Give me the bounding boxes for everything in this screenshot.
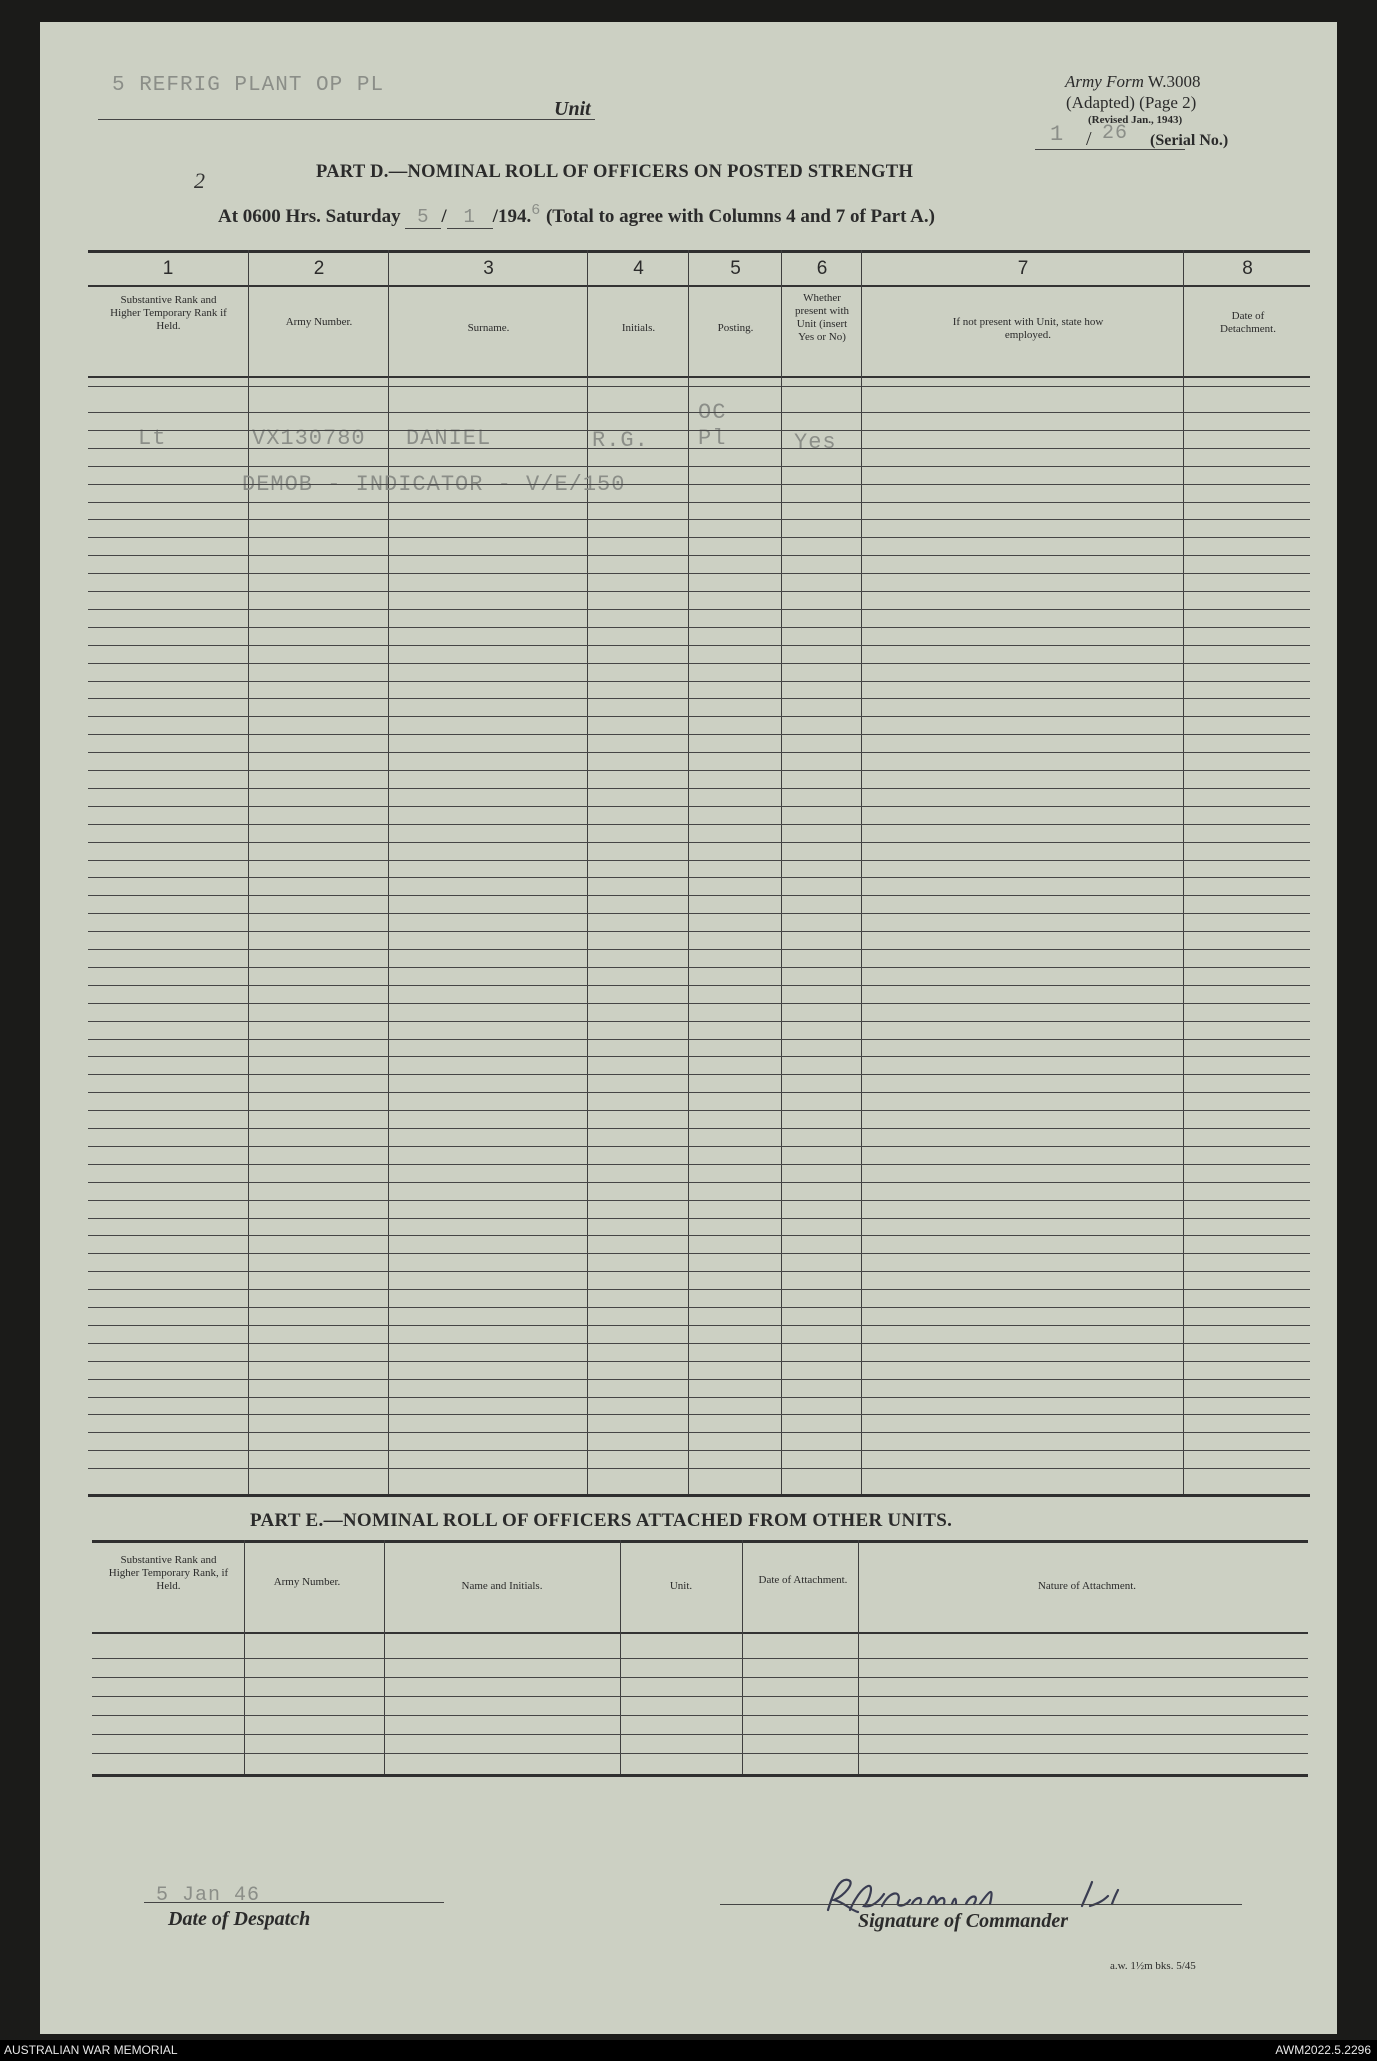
ruled-line [88, 412, 1310, 413]
serial-separator: / [1086, 128, 1092, 150]
ruled-line [88, 1450, 1310, 1451]
col-divider [688, 250, 689, 1496]
form-adapted: (Adapted) (Page 2) [1066, 93, 1197, 112]
e-header-rank: Substantive Rank and Higher Temporary Rank, if Held. [108, 1554, 229, 1592]
ruled-line [88, 484, 1310, 485]
header-bottom-rule [88, 376, 1310, 378]
col-divider [587, 250, 588, 1496]
signature-suffix: Lt [1074, 1895, 1087, 1910]
check-mark: 2 [194, 168, 205, 193]
col-header-surname: Surname. [467, 322, 510, 334]
col-num-7: 7 [1017, 258, 1029, 279]
ruled-line [88, 1468, 1310, 1469]
e-header-date: Date of Attachment. [758, 1574, 848, 1586]
part-d-table [88, 250, 1310, 1496]
ruled-line [88, 1325, 1310, 1326]
ruled-line [88, 1432, 1310, 1433]
ruled-line [88, 1164, 1310, 1165]
ruled-line [88, 1343, 1310, 1344]
ruled-line [88, 1397, 1310, 1398]
archive-right: AWM2022.5.2296 [1275, 2043, 1371, 2057]
ruled-line [88, 430, 1310, 431]
part-e-table [92, 1540, 1308, 1776]
col-header-employed: If not present with Unit, state how employed. [952, 316, 1104, 341]
col-num-1: 1 [162, 258, 174, 279]
col-num-8: 8 [1242, 258, 1253, 279]
despatch-underline [144, 1902, 444, 1903]
serial-label: (Serial No.) [1150, 132, 1229, 149]
ruled-line [88, 1039, 1310, 1040]
date-sep-1: / [441, 206, 447, 227]
e-header-army-number: Army Number. [273, 1576, 341, 1588]
day-value: 5 [405, 206, 441, 229]
ruled-line [92, 1715, 1308, 1716]
month-value: 1 [447, 206, 493, 229]
ruled-line [88, 788, 1310, 789]
year-suffix: 6 [531, 202, 542, 219]
ruled-line [88, 752, 1310, 753]
ruled-line [88, 1379, 1310, 1380]
despatch-date-value: 5 Jan 46 [156, 1884, 261, 1907]
col-divider [388, 250, 389, 1496]
at-prefix: At 0600 Hrs. Saturday [218, 206, 401, 227]
col-num-3: 3 [483, 258, 494, 279]
serial-number-a: 1 [1050, 122, 1065, 147]
ruled-line [88, 877, 1310, 878]
ruled-line [88, 1361, 1310, 1362]
ruled-line [88, 448, 1310, 449]
ruled-line [88, 1235, 1310, 1236]
col-number-rule [88, 285, 1310, 287]
col-header-present: Whether present with Unit (insert Yes or No) [794, 292, 850, 343]
print-code: a.w. 1½m bks. 5/45 [1110, 1960, 1196, 1972]
table-bottom-rule [88, 1494, 1310, 1497]
entry-surname: DANIEL [406, 426, 492, 451]
part-d-title: PART D.—NOMINAL ROLL OF OFFICERS ON POSTED STRENGTH [316, 162, 914, 182]
ruled-line [88, 1128, 1310, 1129]
date-sep-2: / [492, 206, 498, 227]
entry-initials: R.G. [592, 428, 649, 453]
entry-army-number: VX130780 [252, 426, 366, 451]
col-header-initials: Initials. [621, 322, 656, 334]
entry-rank: Lt [138, 426, 167, 451]
ruled-line [88, 1307, 1310, 1308]
ruled-line [88, 537, 1310, 538]
col-header-posting: Posting. [717, 322, 754, 334]
ruled-line [88, 824, 1310, 825]
e-header-name: Name and Initials. [461, 1580, 543, 1592]
ruled-line [88, 1182, 1310, 1183]
col-num-6: 6 [816, 258, 828, 279]
e-header-unit: Unit. [669, 1580, 693, 1592]
ruled-line [88, 1271, 1310, 1272]
col-header-detachment: Date of Detachment. [1220, 310, 1276, 335]
despatch-label: Date of Despatch [168, 1908, 311, 1930]
ruled-line [92, 1753, 1308, 1754]
ruled-line [88, 1253, 1310, 1254]
ruled-line [88, 895, 1310, 896]
col-divider [861, 250, 862, 1496]
ruled-line [92, 1734, 1308, 1735]
table-top-rule [88, 250, 1310, 253]
ruled-line [88, 645, 1310, 646]
ruled-line [88, 806, 1310, 807]
ruled-line [88, 1110, 1310, 1111]
part-d-date-line [218, 202, 935, 229]
col-num-2: 2 [313, 258, 325, 279]
part-e-title: PART E.—NOMINAL ROLL OF OFFICERS ATTACHED FROM OTHER UNITS. [250, 1510, 953, 1531]
col-divider [781, 250, 782, 1496]
ruled-line [88, 681, 1310, 682]
ruled-line [88, 627, 1310, 628]
ruled-line [88, 1003, 1310, 1004]
ruled-line [92, 1658, 1308, 1659]
unit-label: Unit [554, 98, 591, 120]
ruled-line [88, 466, 1310, 467]
ruled-line [88, 967, 1310, 968]
ruled-line [88, 1074, 1310, 1075]
archive-bar [0, 2040, 1377, 2061]
ruled-line [88, 698, 1310, 699]
col-num-4: 4 [633, 258, 644, 279]
entry-posting-2: Pl [698, 426, 727, 451]
ruled-line [88, 949, 1310, 950]
ruled-line [88, 1200, 1310, 1201]
ruled-line [88, 663, 1310, 664]
ruled-line [88, 1414, 1310, 1415]
form-number [1065, 72, 1201, 92]
ruled-line [88, 591, 1310, 592]
ruled-line [88, 1218, 1310, 1219]
form-code: W.3008 [1147, 72, 1201, 91]
ruled-line [92, 1696, 1308, 1697]
ruled-line [88, 734, 1310, 735]
signature-label: Signature of Commander [858, 1910, 1069, 1932]
ruled-line [92, 1677, 1308, 1678]
unit-underline [98, 119, 595, 120]
archive-left: AUSTRALIAN WAR MEMORIAL [4, 2043, 178, 2057]
form-label: Army Form [1065, 72, 1144, 91]
ruled-line [88, 1289, 1310, 1290]
form-page [40, 22, 1337, 2034]
ruled-line [88, 519, 1310, 520]
ruled-line [88, 502, 1310, 503]
ruled-line [88, 1021, 1310, 1022]
part-e-bottom-rule [92, 1774, 1308, 1777]
col-header-army-number: Army Number. [285, 316, 353, 328]
col-header-rank: Substantive Rank and Higher Temporary Rank if Held. [110, 294, 227, 332]
ruled-line [88, 1056, 1310, 1057]
ruled-line [88, 1092, 1310, 1093]
header-bottom-rule-2 [88, 386, 1310, 387]
col-divider [1183, 250, 1184, 1496]
ruled-line [88, 913, 1310, 914]
form-revised: (Revised Jan., 1943) [1088, 114, 1183, 126]
year-prefix: 194. [497, 206, 532, 227]
ruled-line [88, 931, 1310, 932]
at-suffix: (Total to agree with Columns 4 and 7 of Part A.) [545, 206, 935, 227]
ruled-line [88, 770, 1310, 771]
unit-value: 5 REFRIG PLANT OP PL [112, 74, 385, 97]
ruled-line [88, 860, 1310, 861]
ruled-line [88, 842, 1310, 843]
entry-present: Yes [794, 430, 837, 455]
ruled-line [88, 573, 1310, 574]
ruled-line [88, 1146, 1310, 1147]
e-header-nature: Nature of Attachment. [1037, 1580, 1137, 1592]
ruled-line [88, 716, 1310, 717]
ruled-line [88, 985, 1310, 986]
col-num-5: 5 [730, 258, 741, 279]
part-e-header-rule [92, 1632, 1308, 1634]
entry-note: DEMOB - INDICATOR - V/E/150 [242, 472, 626, 497]
entry-posting-1: OC [698, 400, 727, 425]
col-divider [248, 250, 249, 1496]
serial-number-b: 26 [1102, 122, 1129, 145]
ruled-line [88, 609, 1310, 610]
ruled-line [88, 555, 1310, 556]
part-e-top-rule [92, 1540, 1308, 1543]
signature-underline [720, 1904, 1242, 1905]
